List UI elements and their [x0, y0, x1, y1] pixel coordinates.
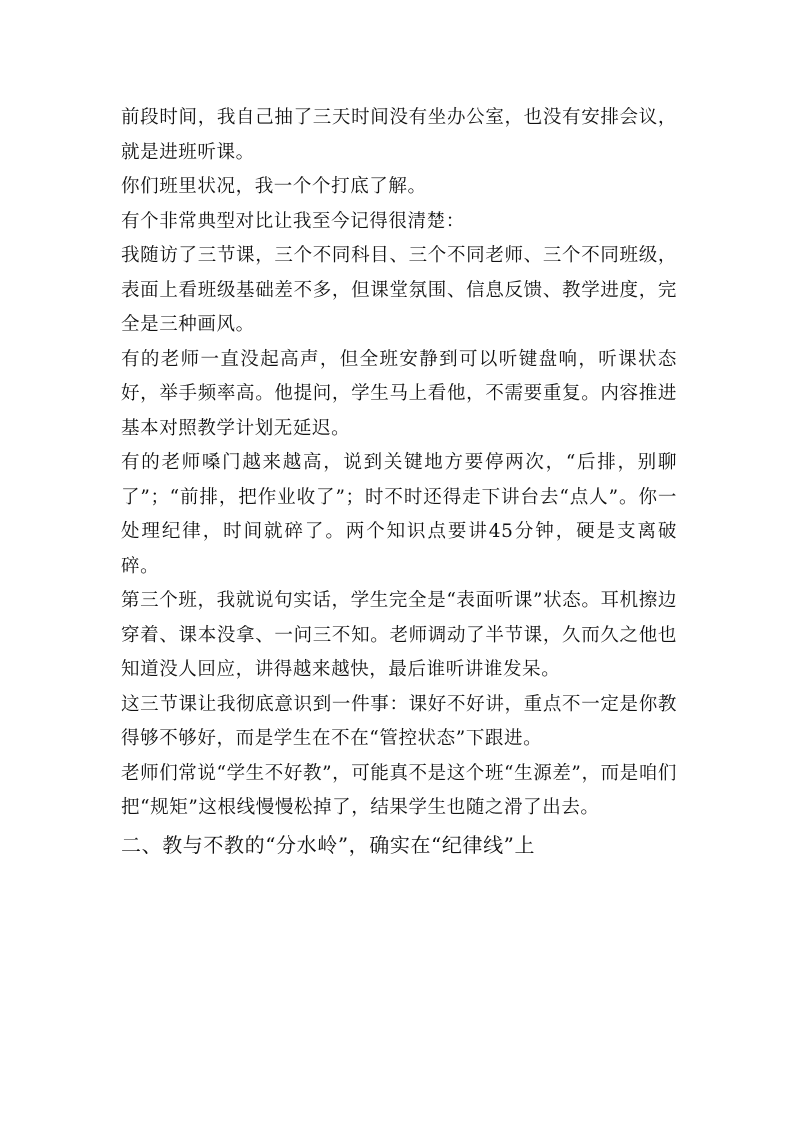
paragraph-1: 前段时间，我自己抽了三天时间没有坐办公室，也没有安排会议，就是进班听课。	[121, 107, 677, 163]
paragraph-8: 这三节课让我彻底意识到一件事：课好不好讲，重点不一定是你教得够不够好，而是学生在不在“管控状态”下跟进。	[121, 693, 677, 749]
document-body	[121, 101, 677, 864]
paragraph-4: 我随访了三节课，三个不同科目、三个不同老师、三个不同班级，表面上看班级基础差不多，但课堂氛围、信息反馈、教学进度，完全是三种画风。	[121, 245, 677, 335]
section-heading: 二、教与不教的“分水岭”，确实在“纪律线”上	[121, 832, 536, 857]
paragraph-5: 有的老师一直没起高声，但全班安静到可以听键盘响，听课状态好，举手频率高。他提问，学生马上看他，不需要重复。内容推进基本对照教学计划无延迟。	[121, 348, 677, 439]
paragraph-3: 有个非常典型对比让我至今记得很清楚：	[121, 210, 465, 232]
paragraph-2: 你们班里状况，我一个个打底了解。	[121, 176, 427, 197]
paragraph-9: 老师们常说“学生不好教”，可能真不是这个班“生源差”，而是咱们把“规矩”这根线慢慢松掉了，结果学生也随之滑了出去。	[121, 762, 677, 818]
paragraph-6: 有的老师嗓门越来越高，说到关键地方要停两次，“后排，别聊了”；“前排，把作业收了”；时不时还得走下讲台去“点人”。你一处理纪律，时间就碎了。两个知识点要讲45分钟，硬是支离破碎。	[121, 452, 677, 577]
paragraph-7: 第三个班，我就说句实话，学生完全是“表面听课”状态。耳机擦边穿着、课本没拿、一问三不知。老师调动了半节课，久而久之他也知道没人回应，讲得越来越快，最后谁听讲谁发呆。	[121, 590, 677, 680]
